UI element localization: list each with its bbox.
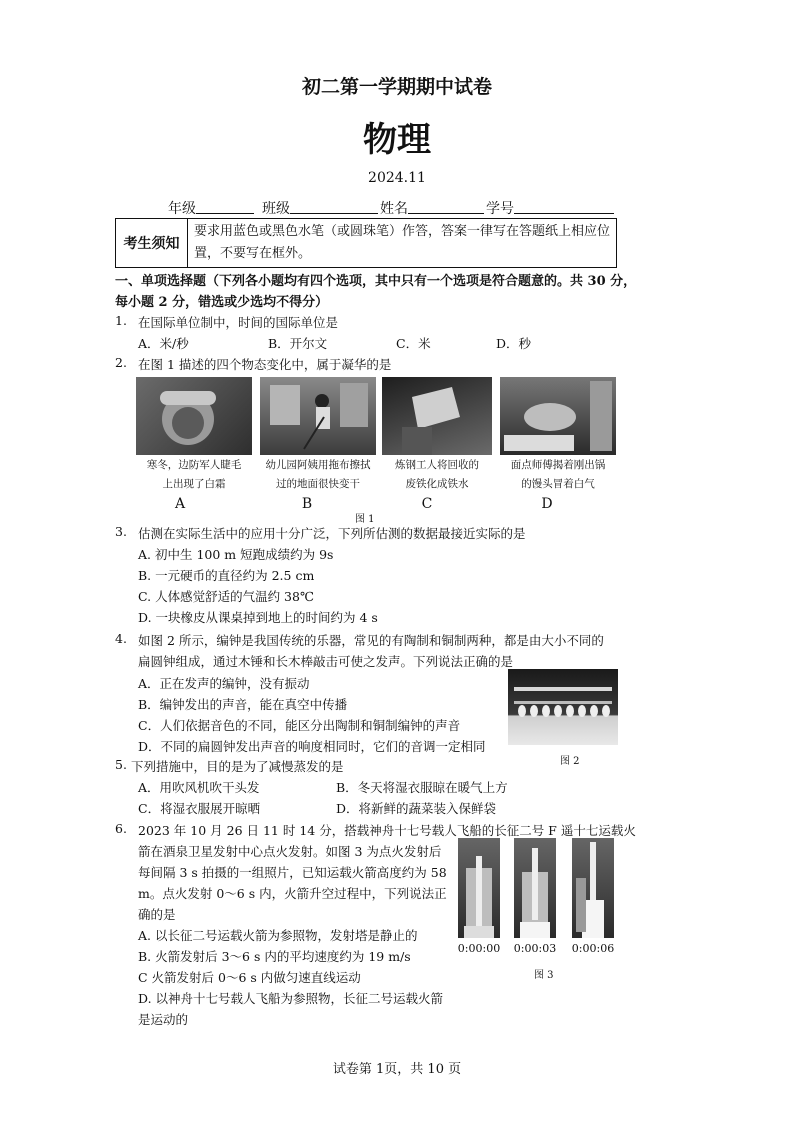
q2-caption-b — [252, 456, 384, 494]
q2-option-b[interactable]: B — [301, 496, 313, 512]
q1-option-a[interactable]: A．米/秒 — [138, 336, 189, 351]
q3-option-c[interactable]: C. 人体感觉舒适的气温约 38℃ — [138, 589, 314, 604]
grade-field-line[interactable] — [196, 213, 254, 214]
q6-stem-line3: 每间隔 3 s 拍摄的一组照片，已知运载火箭高度约为 58 — [138, 865, 447, 880]
figure1-label: 图 1 — [355, 514, 375, 525]
rocket-timestamp-3: 0:00:03 — [513, 942, 557, 955]
q3-option-d[interactable]: D. 一块橡皮从课桌掉到地上的时间约为 4 s — [138, 610, 378, 625]
notice-text-line2: 置，不要写在框外。 — [193, 246, 311, 261]
q5-option-d[interactable]: D．将新鲜的蔬菜装入保鲜袋 — [336, 801, 497, 816]
q4-option-b[interactable]: B．编钟发出的声音，能在真空中传播 — [138, 697, 348, 712]
rocket-timestamp-6: 0:00:06 — [571, 942, 615, 955]
q1-option-b[interactable]: B．开尔文 — [268, 336, 328, 351]
class-field-line[interactable] — [290, 213, 378, 214]
subject-title: 物理 — [363, 120, 431, 160]
section-heading-line1: 一、单项选择题（下列各小题均有四个选项，其中只有一个选项是符合题意的。共 30 分， — [115, 274, 637, 289]
photo-mopping-floor — [260, 377, 376, 455]
q1-stem: 在国际单位制中，时间的国际单位是 — [138, 315, 339, 330]
q2-option-c[interactable]: C — [421, 496, 433, 512]
q5-option-c[interactable]: C．将湿衣服展开晾晒 — [138, 801, 261, 816]
q2-caption-a-line2: 上出现了白霜 — [162, 478, 226, 490]
photo-molten-iron — [382, 377, 492, 455]
q2-option-d[interactable]: D — [541, 496, 553, 512]
q5-stem: 下列措施中，目的是为了减慢蒸发的是 — [131, 759, 344, 774]
q6-stem-line4: m。点火发射 0～6 s 内，火箭升空过程中，下列说法正 — [138, 886, 447, 901]
notice-box — [115, 218, 617, 268]
q6-stem-line2: 箭在酒泉卫星发射中心点火发射。如图 3 为点火发射后 — [138, 844, 442, 859]
q6-stem-line5: 确的是 — [138, 907, 176, 922]
photo-rocket-t0 — [458, 838, 500, 938]
q2-caption-c — [371, 456, 503, 494]
q5-option-b[interactable]: B．冬天将湿衣服晾在暖气上方 — [336, 780, 508, 795]
q4-option-c[interactable]: C．人们依据音色的不同，能区分出陶制和铜制编钟的声音 — [138, 718, 461, 733]
q2-caption-d-line2: 的馒头冒着白气 — [521, 478, 595, 490]
photo-frost-soldier — [136, 377, 252, 455]
q6-stem-line1: 2023 年 10 月 26 日 11 时 14 分，搭载神舟十七号载人飞船的长征二号 F 遥十七运载火 — [138, 823, 636, 838]
q2-caption-b-line2: 过的地面很快变干 — [276, 478, 360, 490]
q4-option-d[interactable]: D．不同的扁圆钟发出声音的响度相同时，它们的音调一定相同 — [138, 739, 486, 754]
q2-caption-d-line1: 面点师傅揭着刚出锅 — [510, 459, 606, 471]
rocket-timestamp-0: 0:00:00 — [457, 942, 501, 955]
q2-caption-c-line1: 炼钢工人将回收的 — [395, 459, 479, 471]
q2-number: 2. — [115, 355, 127, 370]
q2-caption-d — [492, 456, 624, 494]
grade-field-label: 年级 — [168, 201, 196, 217]
q6-option-c[interactable]: C 火箭发射后 0～6 s 内做匀速直线运动 — [138, 970, 361, 985]
photo-steaming-buns — [500, 377, 616, 455]
class-field-label: 班级 — [262, 201, 290, 217]
q2-option-a[interactable]: A — [174, 496, 186, 512]
q4-number: 4. — [115, 631, 127, 646]
q2-stem: 在图 1 描述的四个物态变化中，属于凝华的是 — [138, 357, 392, 372]
section-heading-line2: 每小题 2 分，错选或少选均不得分） — [115, 295, 329, 310]
q2-caption-a-line1: 寒冬，边防军人睫毛 — [146, 459, 242, 471]
page-footer: 试卷第 1页，共 10 页 — [332, 1062, 462, 1077]
name-field-line[interactable] — [408, 213, 484, 214]
q6-number: 6. — [115, 821, 127, 836]
notice-label: 考生须知 — [116, 219, 188, 268]
q6-option-b[interactable]: B. 火箭发射后 3～6 s 内的平均速度约为 19 m/s — [138, 949, 411, 964]
q5-number: 5. — [115, 757, 127, 772]
notice-text-line1: 要求用蓝色或黑色水笔（或圆珠笔）作答，答案一律写在答题纸上相应位 — [193, 224, 610, 239]
q3-number: 3. — [115, 524, 127, 539]
exam-date: 2024.11 — [368, 170, 426, 186]
q6-option-d[interactable]: D. 以神舟十七号载人飞船为参照物，长征二号运载火箭 — [138, 991, 444, 1006]
figure2-label: 图 2 — [560, 756, 580, 767]
exam-title: 初二第一学期期中试卷 — [301, 76, 492, 98]
photo-rocket-t3 — [514, 838, 556, 938]
name-field-label: 姓名 — [380, 201, 408, 217]
q4-option-a[interactable]: A．正在发声的编钟，没有振动 — [138, 676, 310, 691]
figure3-label: 图 3 — [534, 970, 554, 981]
q3-option-a[interactable]: A. 初中生 100 m 短跑成绩约为 9s — [138, 547, 334, 562]
q6-option-a[interactable]: A. 以长征二号运载火箭为参照物，发射塔是静止的 — [138, 928, 418, 943]
q3-stem: 估测在实际生活中的应用十分广泛，下列所估测的数据最接近实际的是 — [138, 526, 526, 541]
q1-option-c[interactable]: C．米 — [396, 336, 431, 351]
q2-caption-b-line1: 幼儿园阿姨用拖布擦拭 — [265, 459, 371, 471]
student-id-label: 学号 — [486, 201, 514, 217]
q4-stem-line1: 如图 2 所示，编钟是我国传统的乐器，常见的有陶制和铜制两种，都是由大小不同的 — [138, 633, 604, 648]
student-id-line[interactable] — [514, 213, 614, 214]
notice-text — [187, 219, 616, 268]
photo-rocket-t6 — [572, 838, 614, 938]
q6-option-d-cont: 是运动的 — [138, 1012, 189, 1027]
q3-option-b[interactable]: B. 一元硬币的直径约为 2.5 cm — [138, 568, 315, 583]
q1-option-d[interactable]: D．秒 — [496, 336, 532, 351]
photo-chime-bells — [508, 669, 618, 745]
q1-number: 1. — [115, 313, 127, 328]
q2-caption-c-line2: 废铁化成铁水 — [405, 478, 469, 490]
q4-stem-line2: 扁圆钟组成，通过木锤和长木棒敲击可使之发声。下列说法正确的是 — [138, 654, 514, 669]
q2-caption-a — [128, 456, 260, 494]
q5-option-a[interactable]: A．用吹风机吹干头发 — [138, 780, 260, 795]
